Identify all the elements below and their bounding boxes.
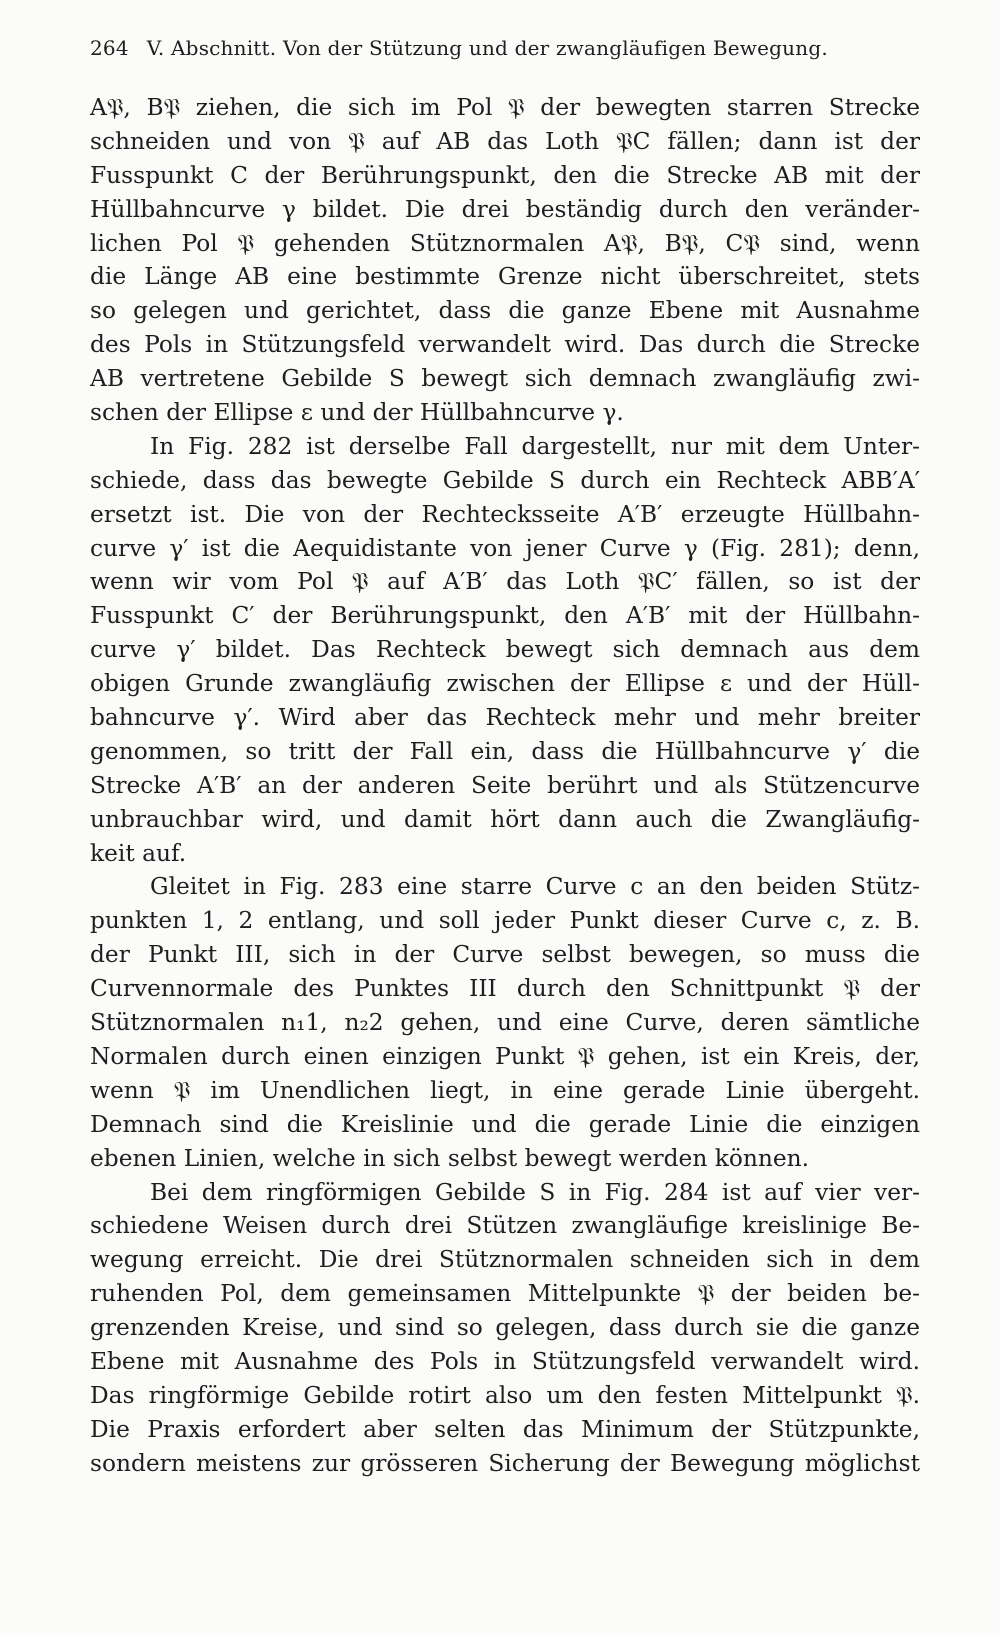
text-line: schiede, dass das bewegte Gebilde S durch ein Rechteck ABB′A′ <box>90 466 920 494</box>
text-line: Die Praxis erfordert aber selten das Minimum der Stützpunkte, <box>90 1415 920 1443</box>
text-line: A𝔓, B𝔓 ziehen, die sich im Pol 𝔓 der bewegten starren Strecke <box>90 94 920 121</box>
text-line: Ebene mit Ausnahme des Pols in Stützungsfeld verwandelt wird. <box>90 1347 920 1375</box>
text-line: lichen Pol 𝔓 gehenden Stütznormalen A𝔓, B𝔓, C𝔓 sind, wenn <box>90 229 920 257</box>
text-line: Stütznormalen n₁1, n₂2 gehen, und eine Curve, deren sämtliche <box>90 1009 920 1037</box>
text-line: unbrauchbar wird, und damit hört dann auch die Zwangläufig- <box>90 805 920 833</box>
body-text <box>90 91 920 1481</box>
text-line: genommen, so tritt der Fall ein, dass die Hüllbahncurve γ′ die <box>90 737 920 765</box>
text-line: Das ringförmige Gebilde rotirt also um den festen Mittelpunkt 𝔓. <box>90 1381 920 1409</box>
chapter-title: V. Abschnitt. Von der Stützung und der zwangläufigen Bewegung. <box>146 36 828 60</box>
text-line: obigen Grunde zwangläufig zwischen der Ellipse ε und der Hüll- <box>90 670 920 698</box>
text-line: Fusspunkt C der Berührungspunkt, den die Strecke AB mit der <box>90 161 920 189</box>
running-head <box>90 36 920 60</box>
text-line: so gelegen und gerichtet, dass die ganze Ebene mit Ausnahme <box>90 297 920 325</box>
text-line: ebenen Linien, welche in sich selbst bewegt werden können. <box>90 1144 810 1172</box>
text-line: keit auf. <box>90 839 187 867</box>
paragraph-start-line: In Fig. 282 ist derselbe Fall dargestellt, nur mit dem Unter- <box>150 432 920 460</box>
text-line: des Pols in Stützungsfeld verwandelt wird. Das durch die Strecke <box>90 331 920 359</box>
text-line: grenzenden Kreise, und sind so gelegen, dass durch sie die ganze <box>90 1314 920 1342</box>
text-line: wenn 𝔓 im Unendlichen liegt, in eine gerade Linie übergeht. <box>90 1076 920 1104</box>
text-line: Normalen durch einen einzigen Punkt 𝔓 gehen, ist ein Kreis, der, <box>90 1042 920 1070</box>
text-line: ruhenden Pol, dem gemeinsamen Mittelpunkte 𝔓 der beiden be- <box>90 1280 920 1308</box>
text-line: schen der Ellipse ε und der Hüllbahncurve γ. <box>90 399 624 427</box>
text-line: ersetzt ist. Die von der Rechtecksseite A′B′ erzeugte Hüllbahn- <box>90 500 920 528</box>
text-line: curve γ′ bildet. Das Rechteck bewegt sich demnach aus dem <box>90 636 920 664</box>
text-line: sondern meistens zur grösseren Sicherung der Bewegung möglichst <box>90 1449 920 1477</box>
text-line: AB vertretene Gebilde S bewegt sich demnach zwangläufig zwi- <box>90 365 920 393</box>
text-line: Strecke A′B′ an der anderen Seite berührt und als Stützencurve <box>90 771 920 799</box>
text-line: Fusspunkt C′ der Berührungspunkt, den A′B′ mit der Hüllbahn- <box>90 602 920 630</box>
text-line: wegung erreicht. Die drei Stütznormalen schneiden sich in dem <box>90 1246 920 1274</box>
text-line: schneiden und von 𝔓 auf AB das Loth 𝔓C fällen; dann ist der <box>90 127 920 155</box>
text-line: der Punkt III, sich in der Curve selbst bewegen, so muss die <box>90 941 920 969</box>
text-line: wenn wir vom Pol 𝔓 auf A′B′ das Loth 𝔓C′ fällen, so ist der <box>90 568 920 596</box>
text-line: Curvennormale des Punktes III durch den Schnittpunkt 𝔓 der <box>90 975 920 1003</box>
text-line: curve γ′ ist die Aequidistante von jener Curve γ (Fig. 281); denn, <box>90 534 920 562</box>
text-line: schiedene Weisen durch drei Stützen zwangläufige kreislinige Be- <box>90 1212 920 1240</box>
paragraph-start-line: Bei dem ringförmigen Gebilde S in Fig. 284 ist auf vier ver- <box>150 1178 920 1206</box>
text-line: Demnach sind die Kreislinie und die gerade Linie die einzigen <box>90 1110 920 1138</box>
text-line: punkten 1, 2 entlang, und soll jeder Punkt dieser Curve c, z. B. <box>90 907 920 935</box>
paragraph-start-line: Gleitet in Fig. 283 eine starre Curve c an den beiden Stütz- <box>150 873 920 901</box>
text-line: Hüllbahncurve γ bildet. Die drei beständig durch den veränder- <box>90 195 920 223</box>
page-number: 264 <box>90 36 129 60</box>
text-line: bahncurve γ′. Wird aber das Rechteck mehr und mehr breiter <box>90 704 920 732</box>
text-line: die Länge AB eine bestimmte Grenze nicht überschreitet, stets <box>90 263 920 291</box>
